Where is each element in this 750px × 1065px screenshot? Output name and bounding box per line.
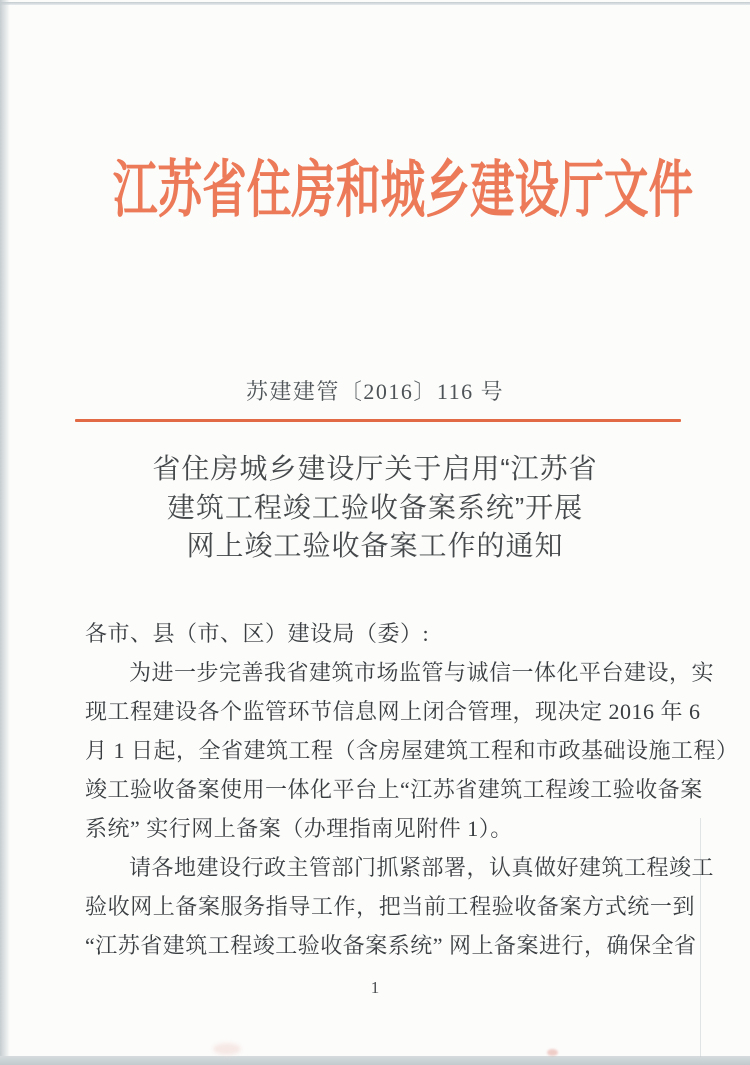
scan-smudge: [213, 1043, 241, 1055]
body-line: 月 1 日起，全省建筑工程（含房屋建筑工程和市政基础设施工程）: [85, 738, 739, 763]
document-title-line: 网上竣工验收备案工作的通知: [186, 530, 564, 561]
body-line: 系统” 实行网上备案（办理指南见附件 1）。: [85, 816, 513, 841]
body-line: “江苏省建筑工程竣工验收备案系统” 网上备案进行，确保全省: [85, 933, 697, 958]
document-title-line: 建筑工程竣工验收备案系统”开展: [166, 491, 584, 523]
body-line: 请各地建设行政主管部门抓紧部署，认真做好建筑工程竣工: [129, 855, 715, 880]
scan-edge-bottom: [0, 1056, 750, 1065]
body-line: 为进一步完善我省建筑市场监管与诚信一体化平台建设，实: [129, 660, 715, 685]
body-line: 验收网上备案服务指导工作，把当前工程验收备案方式统一到: [85, 894, 695, 919]
body-line: 竣工验收备案使用一体化平台上“江苏省建筑工程竣工验收备案: [85, 777, 703, 802]
salutation-line: 各市、县（市、区）建设局（委）:: [85, 621, 430, 646]
scan-edge-top: [0, 2, 750, 5]
body-text: [85, 614, 739, 965]
red-divider-rule: [75, 419, 681, 422]
letterhead-banner: [0, 154, 750, 228]
document-title: [0, 450, 750, 566]
body-line: 现工程建设各个监管环节信息网上闭合管理，现决定 2016 年 6: [85, 699, 701, 724]
scan-smudge: [547, 1049, 558, 1056]
document-number: 苏建建管〔2016〕116 号: [245, 379, 505, 404]
letterhead-title: 江苏省住房和城乡建设厅文件: [112, 157, 694, 225]
document-title-line: 省住房城乡建设厅关于启用“江苏省: [152, 453, 598, 484]
page-number: 1: [370, 978, 380, 997]
